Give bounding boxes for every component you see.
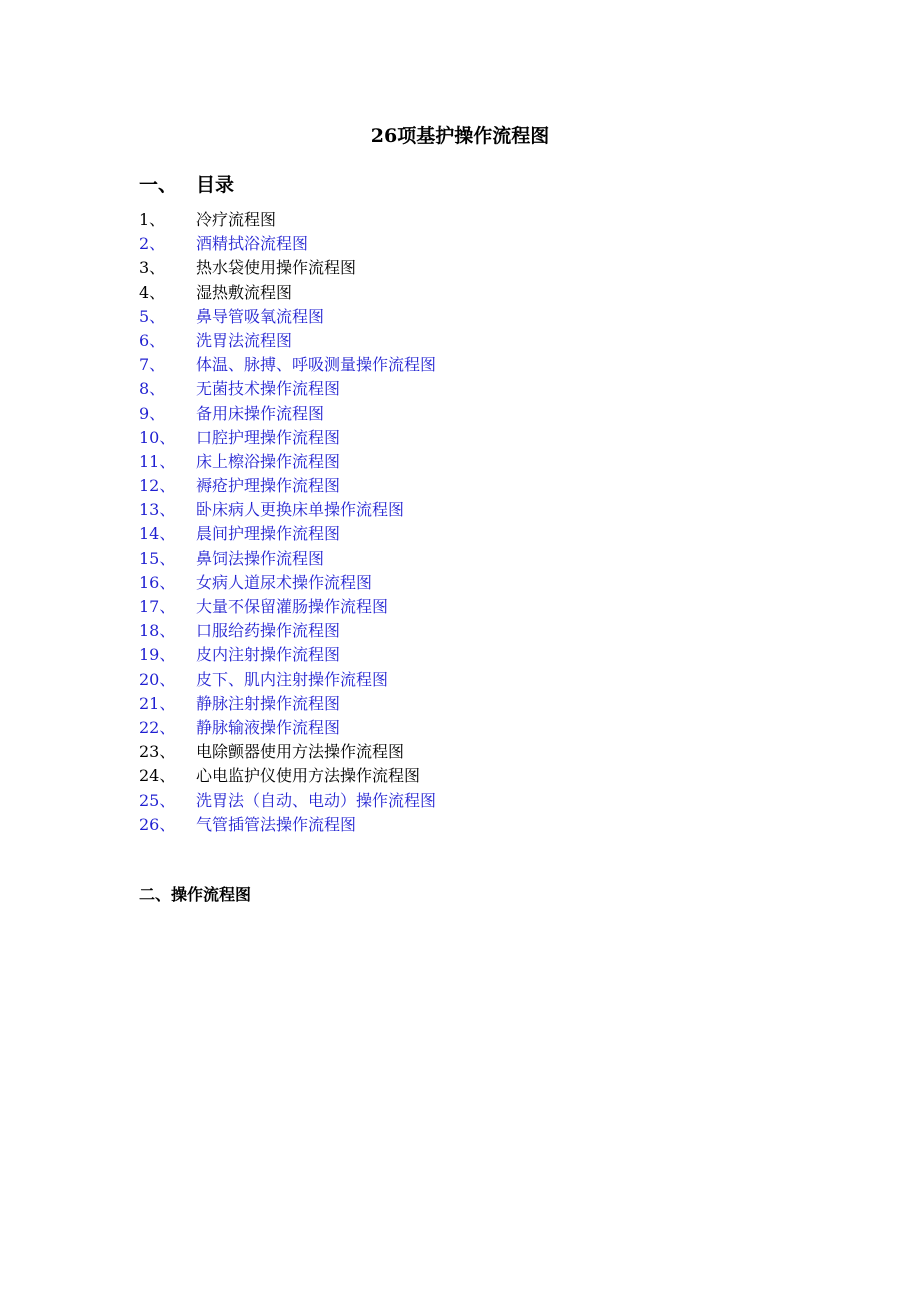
toc-item-21[interactable] bbox=[139, 692, 436, 716]
toc-item-26[interactable] bbox=[139, 813, 436, 837]
toc-item-23 bbox=[139, 740, 436, 764]
toc-item-number: 22、 bbox=[139, 717, 176, 737]
toc-item-number: 13、 bbox=[139, 500, 176, 520]
toc-item-number: 25、 bbox=[139, 790, 176, 810]
toc-item-label[interactable]: 床上檫浴操作流程图 bbox=[196, 451, 341, 471]
toc-item-8[interactable] bbox=[139, 377, 436, 401]
table-of-contents bbox=[139, 208, 436, 837]
toc-item-13[interactable] bbox=[139, 498, 436, 522]
toc-item-number: 24、 bbox=[139, 766, 176, 786]
toc-item-number: 14、 bbox=[139, 524, 176, 544]
toc-item-number: 26、 bbox=[139, 814, 176, 834]
toc-item-10[interactable] bbox=[139, 426, 436, 450]
toc-item-number: 8、 bbox=[139, 379, 166, 399]
toc-item-5[interactable] bbox=[139, 305, 436, 329]
toc-item-number: 18、 bbox=[139, 621, 176, 641]
toc-item-3 bbox=[139, 256, 436, 280]
section-one-label: 目录 bbox=[196, 174, 235, 196]
document-title: 26项基护操作流程图 bbox=[370, 125, 550, 147]
toc-item-number: 11、 bbox=[139, 451, 176, 471]
toc-item-7[interactable] bbox=[139, 353, 436, 377]
toc-item-label[interactable]: 褥疮护理操作流程图 bbox=[196, 476, 341, 496]
toc-item-label[interactable]: 卧床病人更换床单操作流程图 bbox=[196, 500, 405, 520]
toc-item-label[interactable]: 大量不保留灌肠操作流程图 bbox=[196, 597, 389, 616]
toc-item-label[interactable]: 鼻导管吸氧流程图 bbox=[196, 306, 325, 326]
section-one-heading bbox=[139, 173, 234, 197]
toc-item-label: 冷疗流程图 bbox=[196, 210, 277, 229]
toc-item-9[interactable] bbox=[139, 402, 436, 426]
toc-item-number: 5、 bbox=[139, 306, 166, 326]
toc-item-number: 21、 bbox=[139, 693, 176, 713]
toc-item-label[interactable]: 洗胃法（自动、电动）操作流程图 bbox=[196, 790, 437, 810]
toc-item-11[interactable] bbox=[139, 450, 436, 474]
toc-item-17[interactable] bbox=[139, 595, 436, 619]
toc-item-label[interactable]: 静脉输液操作流程图 bbox=[196, 717, 341, 737]
toc-item-22[interactable] bbox=[139, 716, 436, 740]
section-one-number: 一、 bbox=[139, 174, 178, 196]
toc-item-number: 9、 bbox=[139, 403, 166, 423]
toc-item-label[interactable]: 洗胃法流程图 bbox=[196, 330, 293, 350]
toc-item-label[interactable]: 晨间护理操作流程图 bbox=[196, 524, 341, 544]
toc-item-label[interactable]: 酒精拭浴流程图 bbox=[196, 234, 309, 254]
toc-item-number: 2、 bbox=[139, 234, 166, 254]
toc-item-label[interactable]: 口服给药操作流程图 bbox=[196, 621, 341, 641]
toc-item-label: 湿热敷流程图 bbox=[196, 282, 293, 302]
toc-item-number: 6、 bbox=[139, 330, 166, 350]
toc-item-19[interactable] bbox=[139, 643, 436, 667]
toc-item-18[interactable] bbox=[139, 619, 436, 643]
toc-item-label[interactable]: 皮下、肌内注射操作流程图 bbox=[196, 669, 389, 689]
toc-item-14[interactable] bbox=[139, 522, 436, 546]
toc-item-number: 23、 bbox=[139, 742, 176, 762]
toc-item-label: 心电监护仪使用方法操作流程图 bbox=[196, 766, 421, 786]
toc-item-16[interactable] bbox=[139, 571, 436, 595]
toc-item-1 bbox=[139, 208, 436, 232]
toc-item-number: 16、 bbox=[139, 572, 176, 592]
toc-item-label[interactable]: 气管插管法操作流程图 bbox=[196, 814, 357, 834]
toc-item-6[interactable] bbox=[139, 329, 436, 353]
toc-item-label: 热水袋使用操作流程图 bbox=[196, 258, 357, 278]
toc-item-label: 电除颤器使用方法操作流程图 bbox=[196, 742, 405, 762]
toc-item-label[interactable]: 口腔护理操作流程图 bbox=[196, 427, 341, 447]
toc-item-number: 10、 bbox=[139, 427, 176, 447]
toc-item-label[interactable]: 无菌技术操作流程图 bbox=[196, 379, 341, 399]
toc-item-number: 4、 bbox=[139, 282, 166, 302]
toc-item-25[interactable] bbox=[139, 789, 436, 813]
toc-item-number: 12、 bbox=[139, 476, 176, 496]
toc-item-label[interactable]: 鼻饲法操作流程图 bbox=[196, 548, 325, 568]
toc-item-label[interactable]: 静脉注射操作流程图 bbox=[196, 693, 341, 713]
toc-item-20[interactable] bbox=[139, 668, 436, 692]
toc-item-label[interactable]: 备用床操作流程图 bbox=[196, 403, 325, 423]
toc-item-number: 15、 bbox=[139, 548, 176, 568]
section-two-heading: 二、操作流程图 bbox=[139, 885, 252, 904]
toc-item-number: 7、 bbox=[139, 355, 166, 375]
toc-item-label[interactable]: 体温、脉搏、呼吸测量操作流程图 bbox=[196, 355, 437, 375]
toc-item-number: 3、 bbox=[139, 258, 166, 278]
toc-item-label[interactable]: 皮内注射操作流程图 bbox=[196, 645, 341, 665]
toc-item-4 bbox=[139, 281, 436, 305]
toc-item-2[interactable] bbox=[139, 232, 436, 256]
toc-item-12[interactable] bbox=[139, 474, 436, 498]
toc-item-label[interactable]: 女病人道尿术操作流程图 bbox=[196, 572, 373, 592]
toc-item-24 bbox=[139, 764, 436, 788]
toc-item-number: 20、 bbox=[139, 669, 176, 689]
toc-item-number: 19、 bbox=[139, 645, 176, 665]
toc-item-number: 17、 bbox=[139, 597, 176, 616]
toc-item-number: 1、 bbox=[139, 210, 166, 229]
toc-item-15[interactable] bbox=[139, 547, 436, 571]
